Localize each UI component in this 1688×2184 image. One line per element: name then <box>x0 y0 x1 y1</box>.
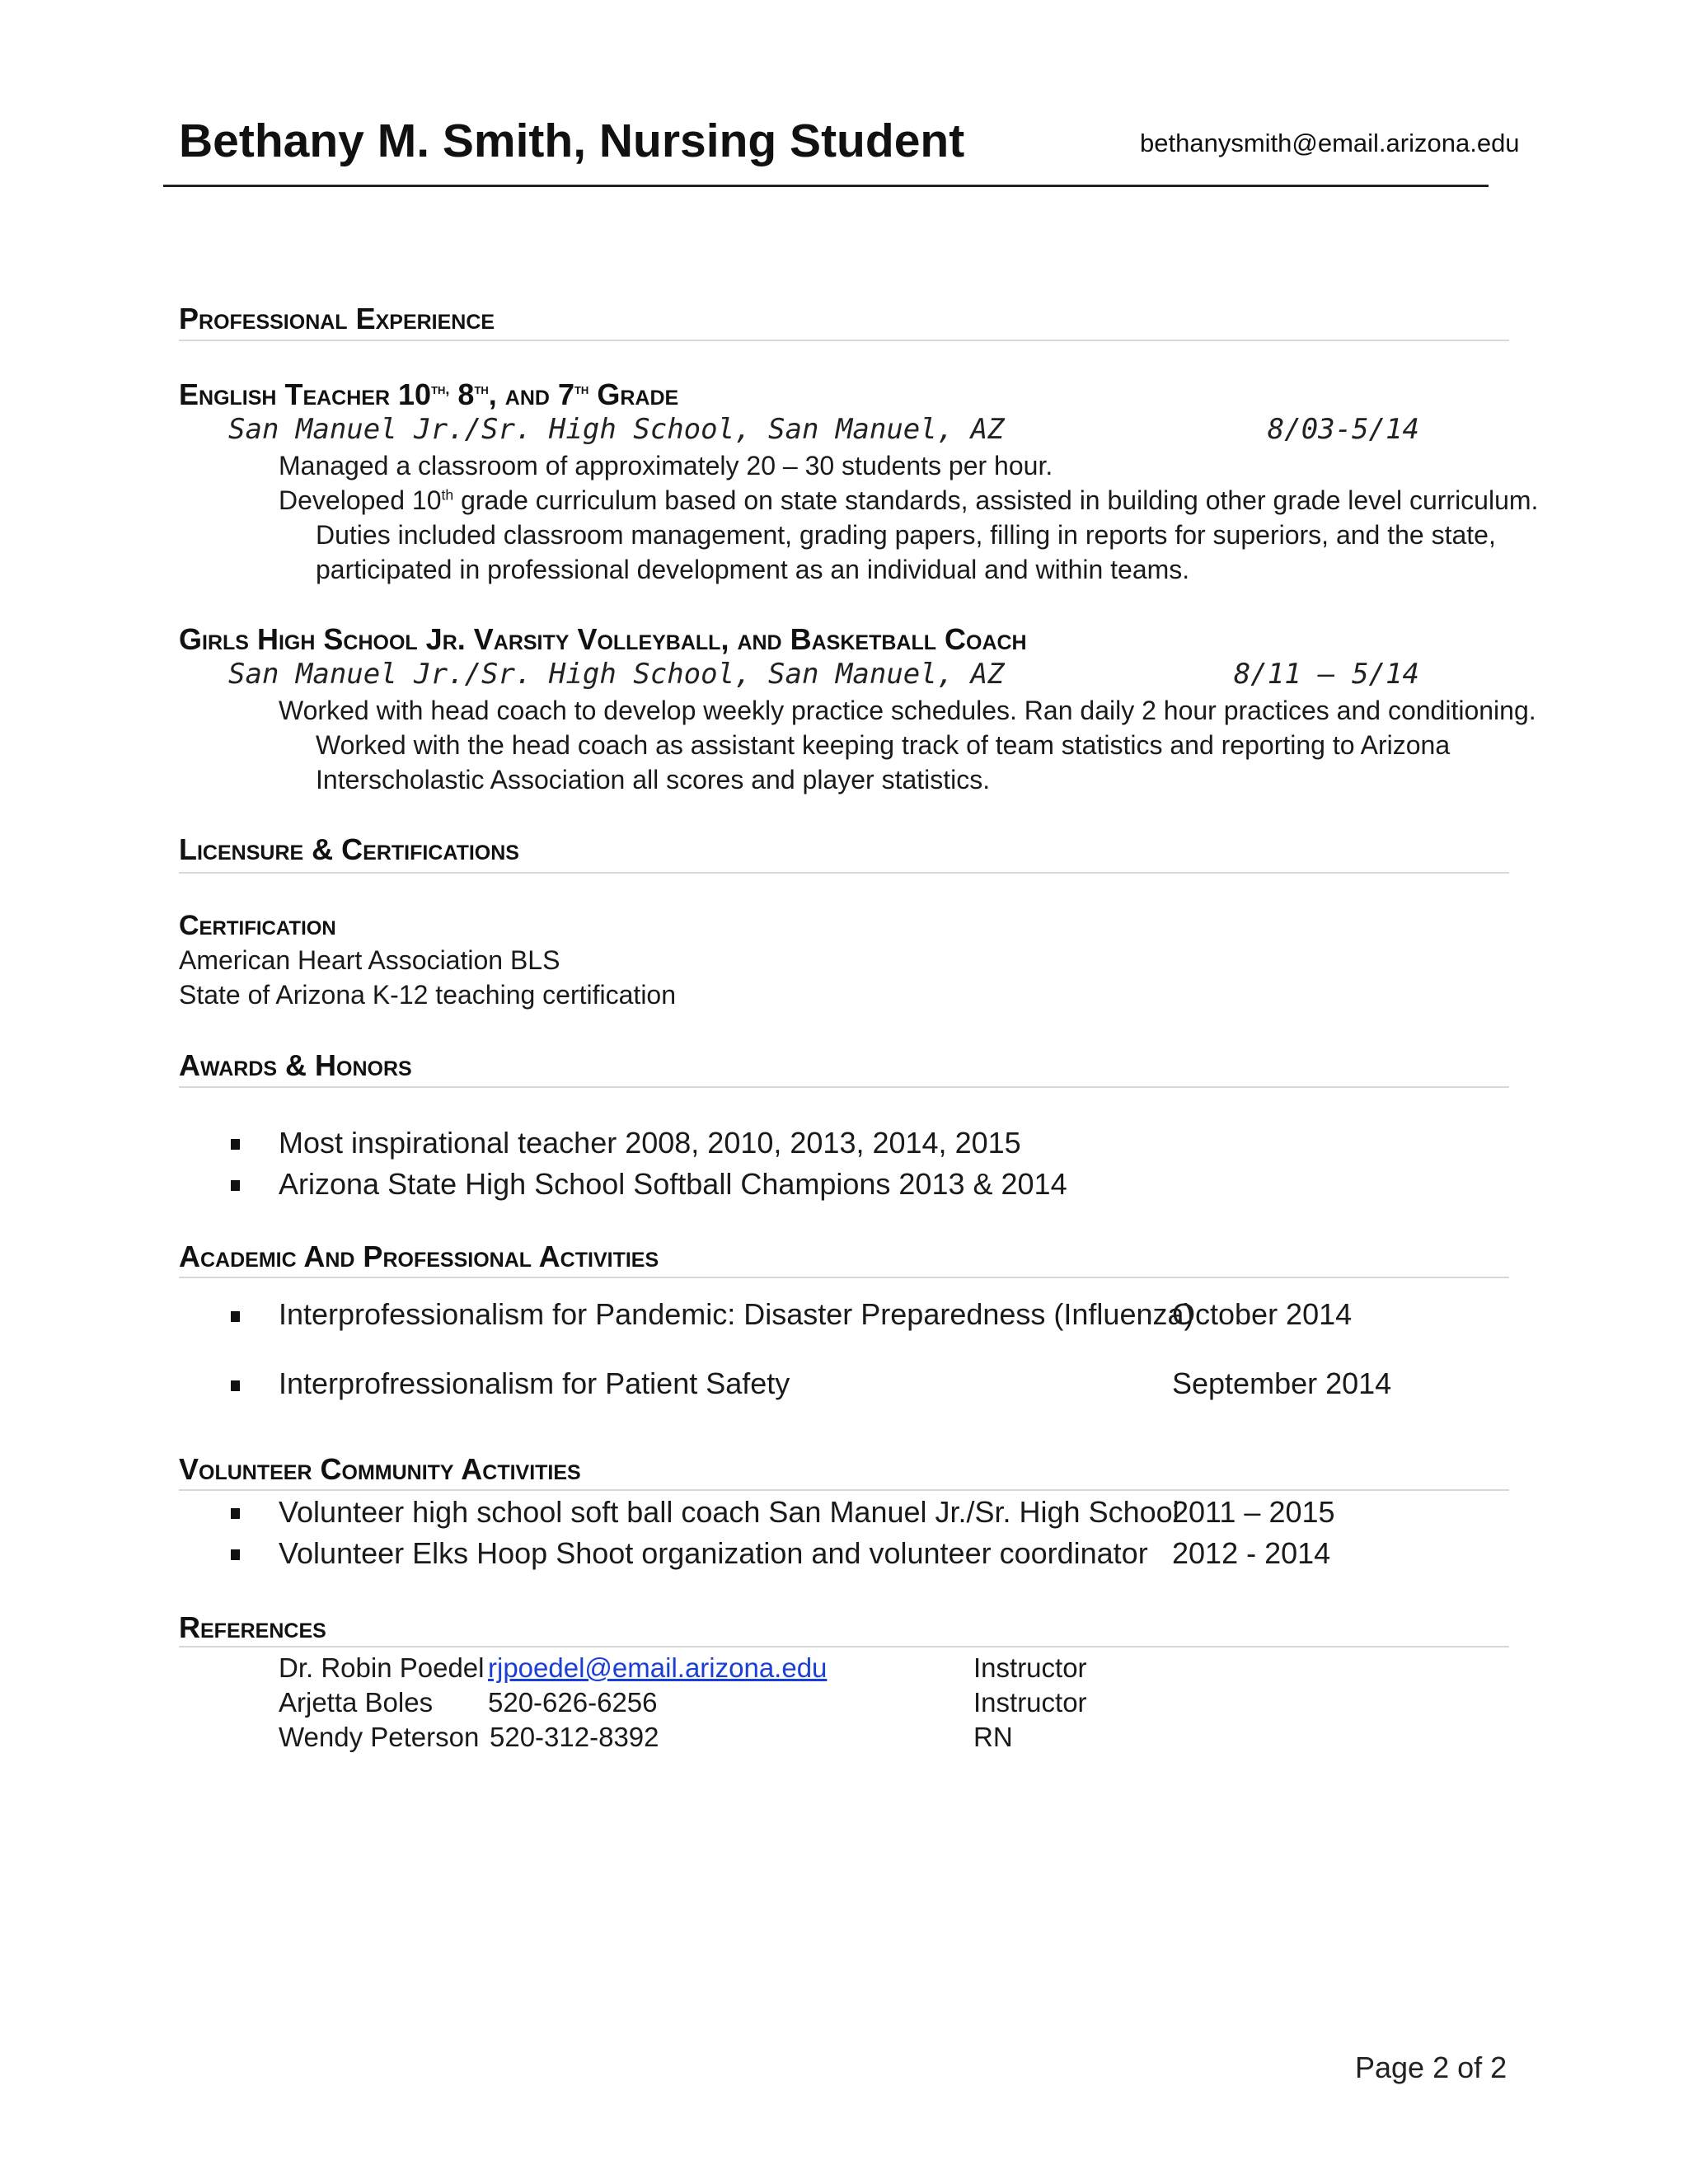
reference-email-link[interactable]: rjpoedel@email.arizona.edu <box>488 1652 828 1683</box>
activity-item: Interprofessionalism for Pandemic: Disaster Preparedness (Influenza) <box>279 1297 1194 1331</box>
section-divider <box>179 872 1509 874</box>
job-description-line: participated in professional development as an individual and within teams. <box>316 555 1190 584</box>
page-number: Page 2 of 2 <box>1355 2050 1507 2084</box>
bullet-icon <box>231 1549 240 1560</box>
reference-phone: 520-626-6256 <box>488 1687 658 1718</box>
bullet-icon <box>231 1311 240 1322</box>
section-title-activities: Academic And Professional Activities <box>179 1240 659 1273</box>
job-dates: 8/03-5/14 <box>1267 413 1419 446</box>
bullet-icon <box>231 1139 240 1150</box>
volunteer-date: 2011 – 2015 <box>1172 1495 1335 1529</box>
resume-name-title: Bethany M. Smith, Nursing Student <box>179 115 965 167</box>
header-email: bethanysmith@email.arizona.edu <box>1140 129 1520 157</box>
bullet-icon <box>231 1180 240 1191</box>
section-title-references: References <box>179 1610 326 1644</box>
section-divider <box>179 1646 1509 1647</box>
job-description-line: Worked with head coach to develop weekly practice schedules. Ran daily 2 hour practices and conditioning. <box>279 696 1536 725</box>
job-title-english-teacher: English Teacher $10^{th,}$ 8th, and 7th Grade <box>179 377 679 411</box>
section-divider <box>179 340 1509 341</box>
job-description-line: Developed 10th grade curriculum based on state standards, assisted in building other grade level curriculum. <box>279 485 1539 515</box>
reference-name: Dr. Robin Poedel <box>279 1652 485 1683</box>
activity-item: Interprofressionalism for Patient Safety <box>279 1366 790 1400</box>
certification-item: American Heart Association BLS <box>179 945 560 975</box>
section-divider <box>179 1489 1509 1491</box>
job-employer: San Manuel Jr./Sr. High School, San Manuel, AZ <box>228 658 1005 691</box>
volunteer-item: Volunteer high school soft ball coach San Manuel Jr./Sr. High School <box>279 1495 1179 1529</box>
section-title-licensure: Licensure & Certifications <box>179 832 519 866</box>
reference-role: Instructor <box>973 1687 1087 1718</box>
reference-name: Arjetta Boles <box>279 1687 434 1718</box>
certification-item: State of Arizona K-12 teaching certification <box>179 980 677 1010</box>
reference-role: RN <box>973 1722 1013 1752</box>
section-title-volunteer: Volunteer Community Activities <box>179 1452 581 1486</box>
reference-role: Instructor <box>973 1652 1087 1683</box>
job-description-line: Managed a classroom of approximately 20 – 30 students per hour. <box>279 451 1053 480</box>
volunteer-date: 2012 - 2014 <box>1172 1536 1331 1570</box>
award-item: Most inspirational teacher 2008, 2010, 2013, 2014, 2015 <box>279 1126 1021 1160</box>
header-divider <box>163 185 1489 187</box>
certification-heading: Certification <box>179 910 336 941</box>
reference-phone: 520-312-8392 <box>490 1722 659 1752</box>
job-dates: 8/11 – 5/14 <box>1233 658 1419 691</box>
bullet-icon <box>231 1508 240 1519</box>
reference-name: Wendy Peterson <box>279 1722 480 1752</box>
section-title-professional-experience: Professional Experience <box>179 302 495 335</box>
activity-date: October 2014 <box>1172 1297 1353 1331</box>
job-description-line: Interscholastic Association all scores and player statistics. <box>316 765 991 794</box>
section-title-awards: Awards & Honors <box>179 1048 412 1082</box>
section-divider <box>179 1277 1509 1278</box>
job-title-coach: Girls High School Jr. Varsity Volleyball, and Basketball Coach <box>179 622 1027 656</box>
job-description-line: Worked with the head coach as assistant keeping track of team statistics and reporting to Arizona <box>316 730 1451 760</box>
job-employer: San Manuel Jr./Sr. High School, San Manuel, AZ <box>228 413 1005 446</box>
section-divider <box>179 1086 1509 1088</box>
award-item: Arizona State High School Softball Champions 2013 & 2014 <box>279 1167 1067 1201</box>
bullet-icon <box>231 1380 240 1391</box>
activity-date: September 2014 <box>1172 1366 1392 1400</box>
job-description-line: Duties included classroom management, grading papers, filling in reports for superiors, and the state, <box>316 520 1496 550</box>
volunteer-item: Volunteer Elks Hoop Shoot organization and volunteer coordinator <box>279 1536 1148 1570</box>
